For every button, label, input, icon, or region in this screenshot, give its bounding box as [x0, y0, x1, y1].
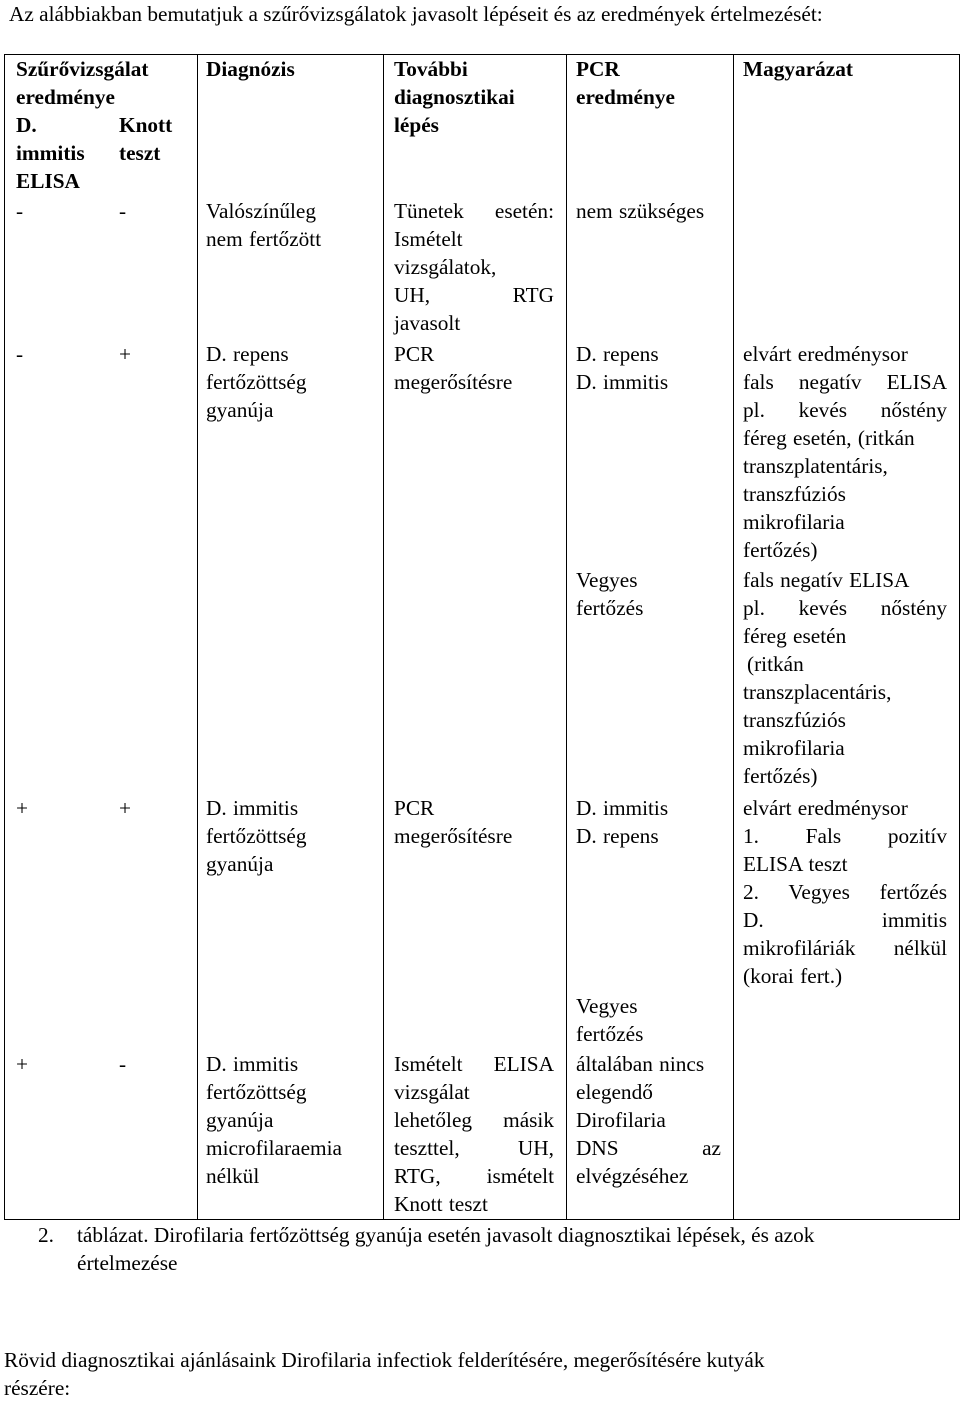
row2-knott: +	[119, 342, 132, 366]
row4-pcr-5: elvégzéséhez	[576, 1164, 689, 1188]
row4-diagnosis-2: fertőzöttség	[206, 1080, 307, 1104]
row4-pcr-3: Dirofilaria	[576, 1108, 666, 1132]
header-next-step-3: lépés	[394, 113, 439, 137]
row3-expl-2-5: mikrofiláriák nélkül	[743, 936, 947, 960]
row2-expl-3-4: (ritkán	[747, 652, 804, 676]
row2-expl-3-8: fertőzés)	[743, 764, 818, 788]
row4-pcr-4: DNS az	[576, 1136, 721, 1160]
header-next-step-1: További	[394, 57, 468, 81]
row2-diagnosis-2: fertőzöttség	[206, 370, 307, 394]
row4-knott: -	[119, 1052, 127, 1076]
row4-diagnosis-3: gyanúja	[206, 1108, 274, 1132]
row1-knott: -	[119, 199, 127, 223]
row4-step-5: RTG, ismételt	[394, 1164, 554, 1188]
row3-step-2: megerősítésre	[394, 824, 513, 848]
header-pcr-2: eredménye	[576, 85, 675, 109]
row1-diagnosis-2: nem fertőzött	[206, 227, 322, 251]
footer-text: Rövid diagnosztikai ajánlásaink Dirofilaria infectiok felderítésére, megerősítésére kutyák	[4, 1348, 765, 1372]
header-knott-2: teszt	[119, 141, 161, 165]
row2-expl-2-4: transzplatentáris,	[743, 454, 888, 478]
row4-step-1: Ismételt ELISA	[394, 1052, 554, 1076]
row2-diagnosis-1: D. repens	[206, 342, 289, 366]
header-d-immitis-3: ELISA	[16, 169, 80, 193]
row3-expl-2-4: D. immitis	[743, 908, 947, 932]
row1-step-2: Ismételt	[394, 227, 463, 251]
row2-expl-1: elvárt eredménysor	[743, 342, 908, 366]
header-result-line1: Szűrővizsgálat	[16, 57, 149, 81]
row2-expl-2-1: fals negatív ELISA	[743, 370, 947, 394]
row3-elisa: +	[16, 796, 29, 820]
row1-step-5: javasolt	[394, 311, 461, 335]
row2-pcr-3-2: fertőzés	[576, 596, 644, 620]
row4-step-4: teszttel, UH,	[394, 1136, 554, 1160]
row2-expl-3-6: transzfúziós	[743, 708, 846, 732]
row2-pcr-1: D. repens	[576, 342, 659, 366]
row2-pcr-3-1: Vegyes	[576, 568, 638, 592]
row3-pcr-1: D. immitis	[576, 796, 669, 820]
row3-diagnosis-1: D. immitis	[206, 796, 299, 820]
row4-step-6: Knott teszt	[394, 1192, 488, 1216]
row2-pcr-2: D. immitis	[576, 370, 669, 394]
row2-step-2: megerősítésre	[394, 370, 513, 394]
row4-pcr-2: elegendő	[576, 1080, 653, 1104]
caption-text-line2: értelmezése	[77, 1251, 178, 1275]
header-d-immitis-1: D.	[16, 113, 37, 137]
row1-elisa: -	[16, 199, 24, 223]
row1-step-3: vizsgálatok,	[394, 255, 497, 279]
row4-pcr-1: általában nincs	[576, 1052, 705, 1076]
row2-expl-3-5: transzplacentáris,	[743, 680, 892, 704]
row4-diagnosis-4: microfilaraemia	[206, 1136, 342, 1160]
header-pcr-1: PCR	[576, 57, 620, 81]
row3-pcr-3-2: fertőzés	[576, 1022, 644, 1046]
row2-elisa: -	[16, 342, 24, 366]
row1-pcr: nem szükséges	[576, 199, 705, 223]
row3-expl-2-1: 1. Fals pozitív	[743, 824, 947, 848]
row3-expl-2-6: (korai fert.)	[743, 964, 843, 988]
row1-step-1: Tünetek esetén:	[394, 199, 554, 223]
row3-expl-2-2: ELISA teszt	[743, 852, 848, 876]
row4-step-3: lehetőleg másik	[394, 1108, 554, 1132]
row1-step-4: UH, RTG	[394, 283, 554, 307]
row3-pcr-3-1: Vegyes	[576, 994, 638, 1018]
row3-diagnosis-2: fertőzöttség	[206, 824, 307, 848]
row2-expl-2-6: mikrofilaria	[743, 510, 845, 534]
row4-diagnosis-1: D. immitis	[206, 1052, 299, 1076]
footer-text-line2: részére:	[4, 1376, 71, 1400]
row2-expl-2-5: transzfúziós	[743, 482, 846, 506]
row4-diagnosis-5: nélkül	[206, 1164, 260, 1188]
row2-expl-3-1: fals negatív ELISA	[743, 568, 910, 592]
intro-text: Az alábbiakban bemutatjuk a szűrővizsgálatok javasolt lépéseit és az eredmények értelmezését:	[9, 2, 823, 26]
row3-knott: +	[119, 796, 132, 820]
row3-diagnosis-3: gyanúja	[206, 852, 274, 876]
caption-number: 2.	[38, 1223, 54, 1247]
header-knott-1: Knott	[119, 113, 173, 137]
row3-pcr-2: D. repens	[576, 824, 659, 848]
caption-text: táblázat. Dirofilaria fertőzöttség gyanúja esetén javasolt diagnosztikai lépések, és azok	[77, 1223, 815, 1247]
row1-diagnosis-1: Valószínűleg	[206, 199, 317, 223]
row2-expl-2-2: pl. kevés nőstény	[743, 398, 947, 422]
header-next-step-2: diagnosztikai	[394, 85, 515, 109]
row2-step-1: PCR	[394, 342, 435, 366]
row2-expl-2-7: fertőzés)	[743, 538, 818, 562]
header-d-immitis-2: immitis	[16, 141, 85, 165]
header-result-line2: eredménye	[16, 85, 115, 109]
row4-step-2: vizsgálat	[394, 1080, 470, 1104]
row3-expl-2-3: 2. Vegyes fertőzés	[743, 880, 947, 904]
row4-elisa: +	[16, 1052, 29, 1076]
header-diagnosis: Diagnózis	[206, 57, 295, 81]
header-explanation: Magyarázat	[743, 57, 853, 81]
row2-diagnosis-3: gyanúja	[206, 398, 274, 422]
row2-expl-3-7: mikrofilaria	[743, 736, 845, 760]
row2-expl-3-3: féreg esetén	[743, 624, 847, 648]
row2-expl-3-2: pl. kevés nőstény	[743, 596, 947, 620]
row2-expl-2-3: féreg esetén, (ritkán	[743, 426, 915, 450]
row3-step-1: PCR	[394, 796, 435, 820]
row3-expl-1: elvárt eredménysor	[743, 796, 908, 820]
